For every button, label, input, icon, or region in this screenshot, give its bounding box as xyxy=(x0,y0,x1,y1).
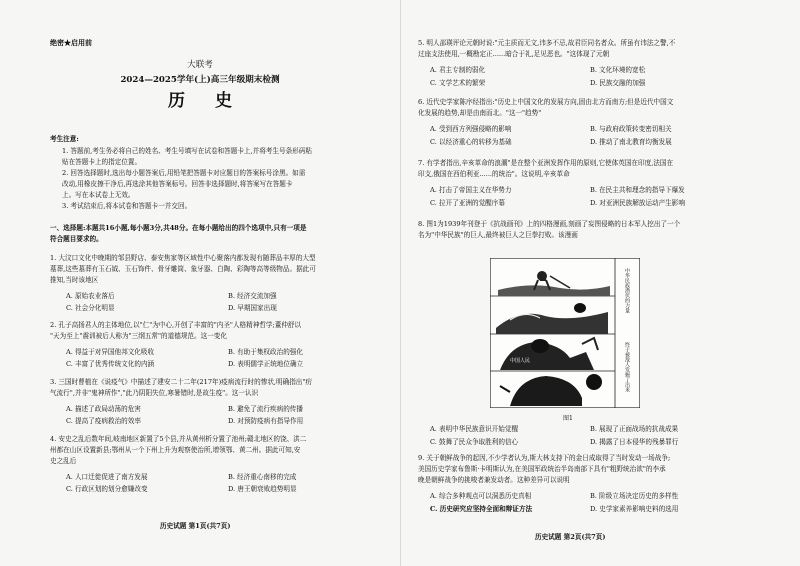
option-a[interactable]: A. 表明中华民族意识开始觉醒 xyxy=(430,425,519,433)
question-stem: 推知,当时该地区 xyxy=(50,276,99,284)
question-stem: 墓葬,这些墓葬有玉石钺、玉石饰件、骨牙雕筒、象牙器、白陶、彩陶等高等级物品。据此可 xyxy=(50,265,316,273)
notice-line: 上。写在本试卷上无效。 xyxy=(62,191,135,199)
question-stem: "天为至上"震训被后人称为"三纲五常"的道德规范。这一变化 xyxy=(50,332,227,340)
notice-line: 3. 考试结束后,将本试卷和答题卡一并交回。 xyxy=(62,202,192,210)
option-c[interactable]: C. 文学艺术的繁荣 xyxy=(430,79,486,87)
question-stem: 晚是朝鲜战争的挑唆者兼发动者。这种差异可以说明 xyxy=(418,476,570,484)
question-stem: 6. 近代史学家陈序经指出:"历史上中国文化的发展方向,固由北方而南方;但是近代中国文 xyxy=(418,98,674,106)
section-title-cont: 符合题目要求的。 xyxy=(50,235,103,243)
notice-line: 2. 回答选择题时,选出每小题答案后,用铅笔把答题卡对应题目的答案标号涂黑。如需 xyxy=(62,169,306,177)
option-a[interactable]: A. 综合多种观点可以洞悉历史真相 xyxy=(430,492,532,500)
question-stem: 美国历史学家布鲁斯·卡明斯认为,在美国军政统治半岛南部下具有"粗野统治欲"的李承 xyxy=(418,465,666,473)
option-d[interactable]: D. 民族交融的加强 xyxy=(590,79,646,87)
notice-line: 改动,用橡皮擦干净后,再选涂其他答案标号。回答非选择题时,将答案写在答题卡 xyxy=(62,180,293,188)
option-a[interactable]: A. 受到西方列强侵略的影响 xyxy=(430,125,512,133)
question-stem: 1. 大汶口文化中晚期的邹县野店、泰安焦家等区域性中心聚落内都发现有随葬品丰厚的大型 xyxy=(50,254,316,262)
question-stem: 3. 三国时曹植在《说疫气》中描述了建安二十二年(217年)疫病流行时的惨状,明确指出"疠 xyxy=(50,378,313,386)
option-a[interactable]: A. 描述了政局动荡的危害 xyxy=(66,405,141,413)
option-a[interactable]: A. 得益于对异国他邦文化吸收 xyxy=(66,348,155,356)
option-a[interactable]: A. 原始农业落后 xyxy=(66,292,115,300)
option-b[interactable]: B. 经济重心南移的完成 xyxy=(228,473,297,481)
option-a[interactable]: A. 君主专制的弱化 xyxy=(430,66,486,74)
option-a[interactable]: A. 人口迁徙促进了南方发展 xyxy=(66,473,148,481)
notice-line: 贴在答题卡上的指定位置。 xyxy=(62,158,142,166)
page-footer: 历史试题 第2页(共7页) xyxy=(535,533,606,541)
exam-full-title: 2024—2025学年(上)高三年级期末检测 xyxy=(120,75,280,85)
notice-line: 1. 答题前,考生务必将自己的姓名、考生号填写在试卷和答题卡上,并将考生号条形码粘 xyxy=(62,147,312,155)
option-c[interactable]: C. 提高了疫病救治的效率 xyxy=(66,417,141,425)
option-d[interactable]: D. 表明儒学正统地位确立 xyxy=(228,360,304,368)
question-stem: 过座支法使用,一概勘定正......暗合于礼,足见恶也。"这体现了元朝 xyxy=(418,50,610,58)
question-stem: 9. 关于朝鲜战争的起因,不少学者认为,斯大林支持下的金日成取得了当时发动一场战争; xyxy=(418,454,671,462)
option-d[interactable]: D. 唐王朝衰败趋势明显 xyxy=(228,485,297,493)
exam-name: 大联考 xyxy=(187,60,213,70)
subject-title: 历 史 xyxy=(168,91,244,111)
cartoon-figure xyxy=(490,258,640,408)
option-b[interactable]: B. 阶级立场决定历史的多样性 xyxy=(590,492,679,500)
option-c[interactable]: C. 丰富了优秀传统文化的内涵 xyxy=(66,360,155,368)
page-footer: 历史试题 第1页(共7页) xyxy=(160,522,231,530)
option-b[interactable]: B. 避免了流行疾病的传播 xyxy=(228,405,303,413)
option-c[interactable]: C. 鼓舞了民众争取胜利的信心 xyxy=(430,438,519,446)
question-stem: 8. 图1为1939年刊登于《抗战画刊》上的四格漫画,刻画了妄图侵略的日本军人挖出了一个 xyxy=(418,220,681,228)
question-stem: 化发展的趋势,却是由南而北。"这一"趋势" xyxy=(418,109,542,117)
question-stem: 名为"中华民族"的巨人,最终被巨人之巨拳打败。该漫画 xyxy=(418,231,578,239)
option-b[interactable]: B. 有助于集权政治的强化 xyxy=(228,348,303,356)
option-c[interactable]: C. 社会分化明显 xyxy=(66,304,115,312)
option-c[interactable]: C. 以经济重心的转移为基础 xyxy=(430,138,512,146)
question-stem: 印支,俄国在西伯利亚......的统治"。这说明,辛亥革命 xyxy=(418,170,570,178)
option-d[interactable]: D. 推动了南北教育均衡发展 xyxy=(590,138,672,146)
option-b[interactable]: B. 文化环境的宽松 xyxy=(590,66,646,74)
option-c[interactable]: C. 历史研究应坚持全面和辩证方法 xyxy=(430,505,533,513)
option-d[interactable]: D. 史学家素养影响史料的选用 xyxy=(590,505,679,513)
option-d[interactable]: D. 早期国家出现 xyxy=(228,304,277,312)
question-stem: 7. 有学者指出,辛亥革命的浪潮"是在整个亚洲发挥作用的原则,它使体英国在印度,法国在 xyxy=(418,159,674,167)
question-stem: 4. 安史之乱后数年间,岐南地区新置了5个县,并从黄州析分置了池州;赣北地区的饶、洪二 xyxy=(50,435,307,443)
option-d[interactable]: D. 揭露了日本侵华的残暴罪行 xyxy=(590,438,679,446)
figure-caption: 图1 xyxy=(563,415,573,422)
side-caption-2: 终于被敌人发掘了出来 xyxy=(624,342,630,392)
section-title: 一、选择题:本题共16小题,每小题3分,共48分。在每小题给出的四个选项中,只有一项是 xyxy=(50,224,307,232)
panel-label: 中国人民 xyxy=(510,358,531,364)
question-stem: 气流行",并非"鬼神所作","此乃阴阳失位,寒暑错时,是故生疫"。这一认识 xyxy=(50,389,259,397)
question-stem: 5. 明人邵瑛评论元朝时说:"元主质而无文,讳多不忌,故君臣同名者众。所虽有讳法之警,不 xyxy=(418,39,676,47)
option-b[interactable]: B. 与政府政策转变密切相关 xyxy=(590,125,672,133)
option-c[interactable]: C. 行政区划的划分愈嫌改变 xyxy=(66,485,148,493)
question-stem: 史之乱后 xyxy=(50,457,77,465)
question-stem: 州都在山区设置新县;鄂州从一个下州上升为观察使治所,增领鄂、黄二州。据此可知,安 xyxy=(50,446,301,454)
option-c[interactable]: C. 拉开了亚洲的觉醒序幕 xyxy=(430,199,505,207)
question-stem: 2. 孔子高扬君人的主体地位,以"仁"为中心,开创了丰富的"内圣"人格精神哲学;董仲舒以 xyxy=(50,321,302,329)
confidential-label: 绝密★启用前 xyxy=(50,38,92,47)
side-caption-1: 中华民族潜伏的力量 xyxy=(624,268,630,313)
option-b[interactable]: B. 在民主共和理念的指导下爆发 xyxy=(590,186,685,194)
option-b[interactable]: B. 展现了正面战场的抗战成果 xyxy=(590,425,679,433)
option-b[interactable]: B. 经济交流加强 xyxy=(228,292,277,300)
notice-title: 考生注意: xyxy=(50,135,79,143)
option-a[interactable]: A. 打击了帝国主义在华势力 xyxy=(430,186,512,194)
option-d[interactable]: D. 对预防疫病有指导作用 xyxy=(228,417,304,425)
option-d[interactable]: D. 对亚洲民族解放运动产生影响 xyxy=(590,199,685,207)
